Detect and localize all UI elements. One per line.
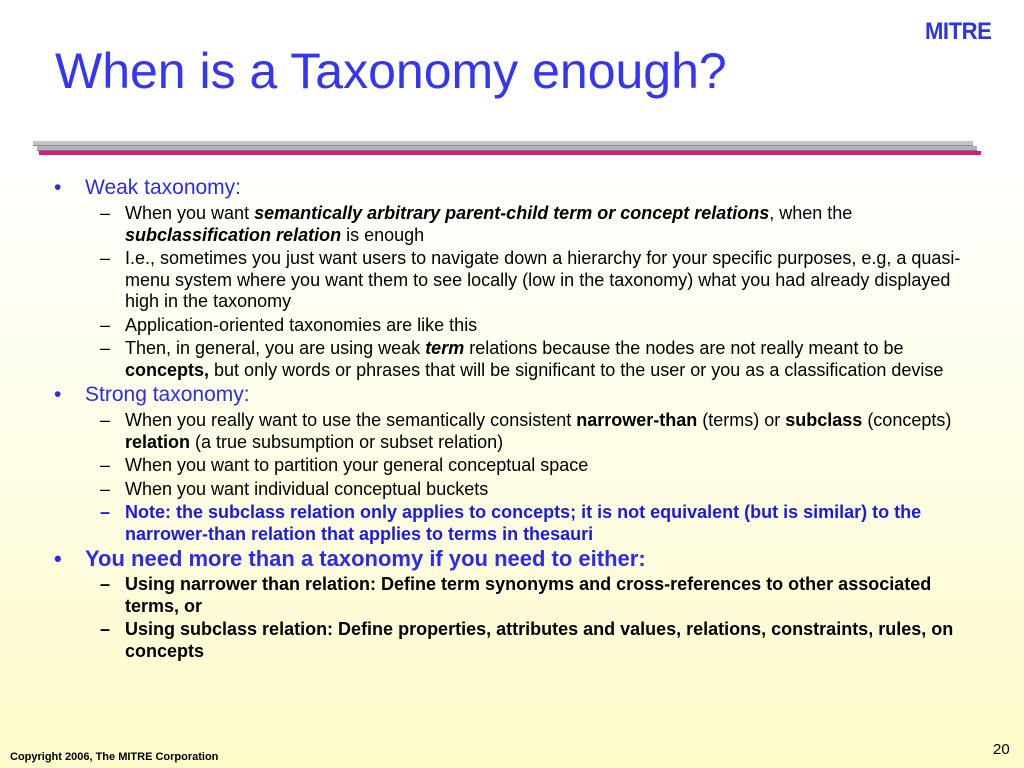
sub-bullet: – I.e., sometimes you just want users to navigate down a hierarchy for your specific purposes, e.g, a quasi-menu system where you want them to see locally (low in the taxonomy) what you had already displayed high in the taxonomy [48, 248, 978, 313]
title-divider [33, 141, 981, 157]
sub-bullet: – When you want to partition your general conceptual space [48, 455, 978, 477]
sub-bullet: – Using subclass relation: Define properties, attributes and values, relations, constraints, rules, on concepts [48, 619, 978, 662]
sub-bullet: – Then, in general, you are using weak term relations because the nodes are not really meant to be concepts, but only words or phrases that will be significant to the user or you as a classification devise [48, 338, 978, 381]
bullet-strong-taxonomy: • Strong taxonomy: [48, 383, 978, 407]
slide-title: When is a Taxonomy enough? [55, 43, 727, 99]
slide-body [48, 176, 978, 664]
bullet-weak-taxonomy: • Weak taxonomy: [48, 176, 978, 200]
sub-bullet: – When you really want to use the semantically consistent narrower-than (terms) or subclass (concepts) relation (a true subsumption or subset relation) [48, 410, 978, 453]
mitre-logo: MITRE [925, 18, 992, 45]
bullet-need-more: • You need more than a taxonomy if you need to either: [48, 547, 978, 571]
copyright-footer: Copyright 2006, The MITRE Corporation [10, 751, 219, 763]
sub-bullet: – Application-oriented taxonomies are like this [48, 315, 978, 337]
sub-bullet-note: – Note: the subclass relation only applies to concepts; it is not equivalent (but is similar) to the narrower-than relation that applies to terms in thesauri [48, 502, 978, 545]
page-number: 20 [993, 741, 1010, 758]
sub-bullet: – When you want semantically arbitrary parent-child term or concept relations, when the subclassification relation is enough [48, 203, 978, 246]
sub-bullet: – Using narrower than relation: Define term synonyms and cross-references to other associated terms, or [48, 574, 978, 617]
sub-bullet: – When you want individual conceptual buckets [48, 479, 978, 501]
divider-line-accent [39, 151, 981, 155]
